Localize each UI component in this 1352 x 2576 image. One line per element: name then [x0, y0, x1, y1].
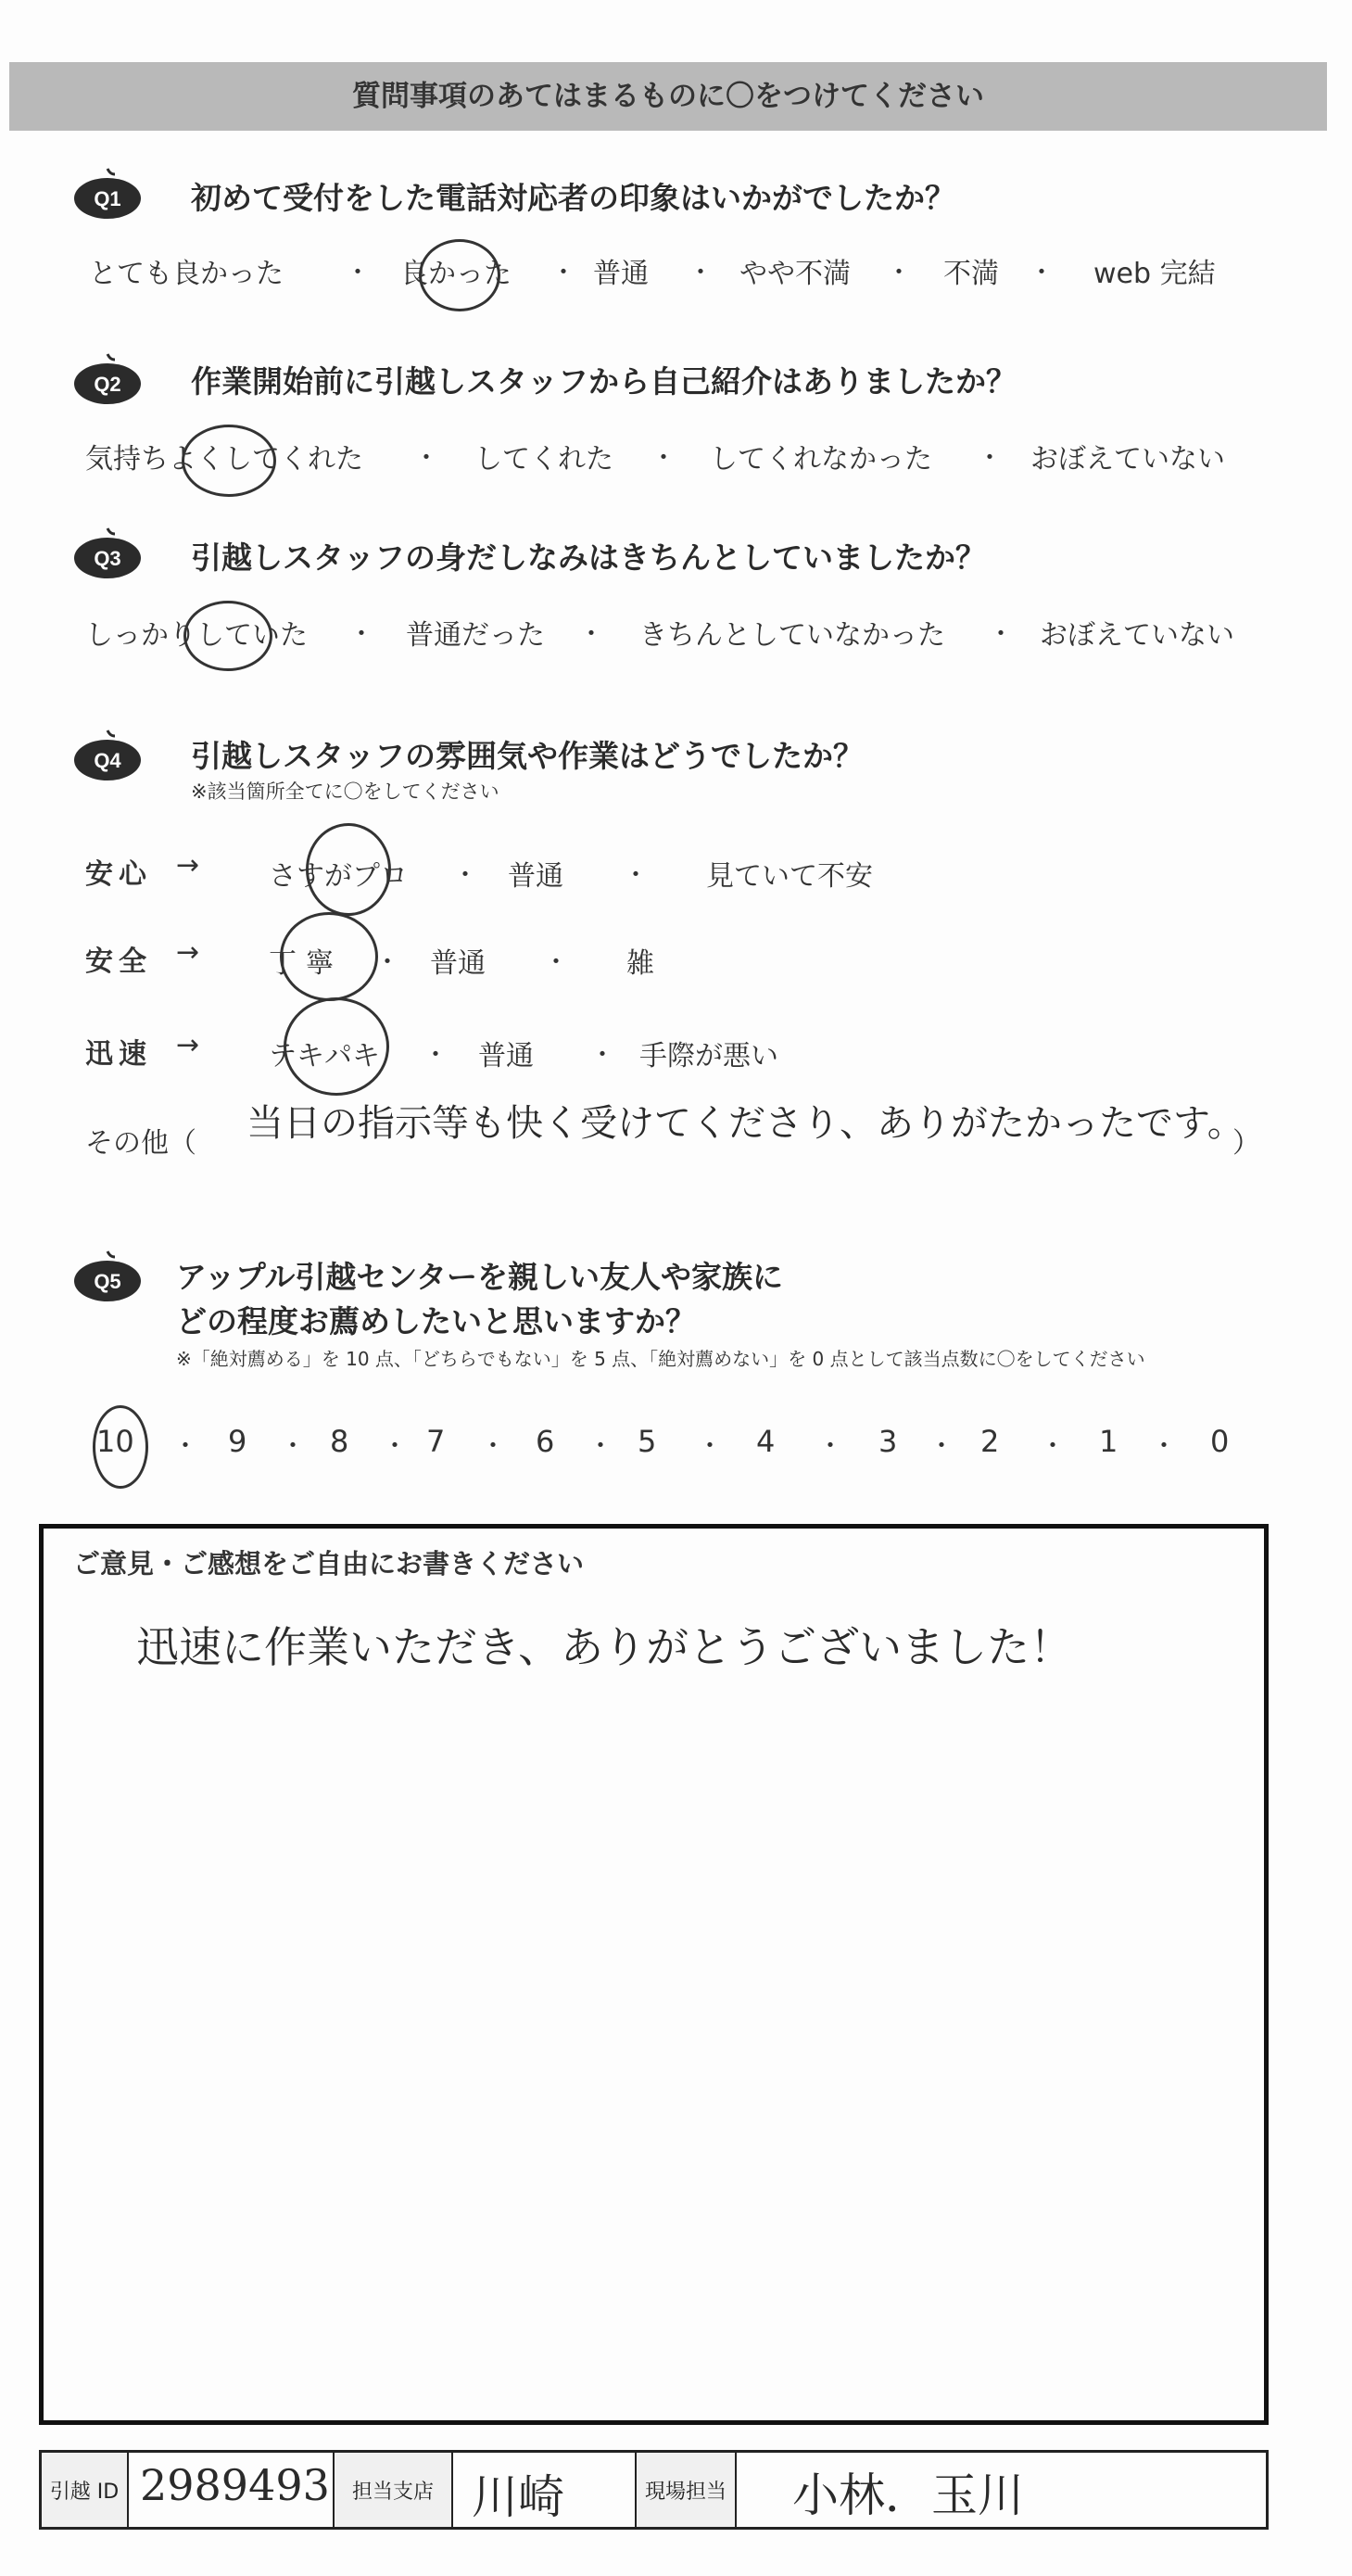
q4-other-close: ）: [1232, 1127, 1260, 1160]
move-id-label: 引越 ID: [42, 2453, 129, 2527]
q4-anshin-option-3[interactable]: 見ていて不安: [706, 860, 873, 893]
q4-badge-icon: [72, 729, 143, 782]
q5-badge-icon: [72, 1250, 143, 1303]
q4-anshin-selected-circle: [306, 823, 391, 916]
q1-option-5[interactable]: 不満: [943, 258, 999, 290]
q4-row-label-anzen: 安全: [85, 945, 152, 978]
comment-box-title: ご意見・ご感想をご自由にお書きください: [73, 1548, 585, 1580]
q3-selected-circle: [183, 601, 272, 671]
q4-row-label-anshin: 安心: [85, 858, 152, 891]
q1-option-1[interactable]: とても良かった: [89, 258, 284, 290]
q4-other-label: その他（: [85, 1127, 196, 1160]
q1-selected-circle: [419, 239, 500, 311]
separator-dot: ・: [886, 257, 913, 287]
q3-option-4[interactable]: おぼえていない: [1040, 619, 1234, 652]
q5-score-1[interactable]: 1: [1099, 1424, 1118, 1459]
q3-badge-icon: [72, 527, 143, 580]
svg-text:Q5: Q5: [94, 1270, 121, 1293]
separator-dot: ・: [817, 1430, 844, 1461]
q5-score-0[interactable]: 0: [1210, 1424, 1230, 1459]
branch-cell: [453, 2453, 637, 2527]
q1-title: 初めて受付をした電話対応者の印象はいかがでしたか？: [191, 180, 955, 216]
arrow-icon: →: [176, 849, 200, 882]
arrow-icon: →: [176, 936, 200, 969]
q3-option-3[interactable]: きちんとしていなかった: [639, 619, 945, 652]
q4-anshin-option-2[interactable]: 普通: [508, 860, 563, 893]
separator-dot: ・: [977, 442, 1004, 473]
q2-option-1[interactable]: 気持ちよくしてくれた: [85, 443, 363, 476]
q5-score-4[interactable]: 4: [756, 1424, 776, 1459]
svg-text:Q3: Q3: [94, 547, 121, 570]
svg-text:Q4: Q4: [94, 749, 121, 772]
q1-badge-icon: [72, 167, 143, 221]
q1-option-4[interactable]: やや不満: [739, 258, 851, 290]
separator-dot: ・: [550, 257, 577, 287]
separator-dot: ・: [382, 1430, 409, 1461]
move-id-cell: [129, 2453, 335, 2527]
q4-jinsoku-selected-circle: [284, 997, 389, 1096]
separator-dot: ・: [348, 618, 375, 649]
separator-dot: ・: [172, 1430, 199, 1461]
q1-option-6[interactable]: web 完結: [1093, 258, 1216, 290]
separator-dot: ・: [452, 859, 479, 890]
separator-dot: ・: [374, 946, 401, 977]
svg-text:Q1: Q1: [94, 187, 121, 210]
q1-option-3[interactable]: 普通: [593, 258, 649, 290]
separator-dot: ・: [1040, 1430, 1067, 1461]
header-bar: 質問事項のあてはまるものに〇をつけてください: [9, 62, 1327, 131]
q5-score-5[interactable]: 5: [638, 1424, 657, 1459]
comment-handwritten-text[interactable]: 迅速に作業いただき、ありがとうございました！: [136, 1622, 1073, 1672]
q5-title-line1: アップル引越センターを親しい友人や家族に: [176, 1259, 784, 1295]
q2-option-4[interactable]: おぼえていない: [1030, 443, 1225, 476]
separator-dot: ・: [589, 1039, 616, 1070]
q2-selected-circle: [182, 425, 276, 497]
separator-dot: ・: [697, 1430, 724, 1461]
q5-score-2[interactable]: 2: [980, 1424, 1000, 1459]
q5-note: ※「絶対薦める」を 10 点、「どちらでもない」を 5 点、「絶対薦めない」を 0 点として該当点数に〇をしてください: [176, 1348, 1145, 1370]
staff-label: 現場担当: [637, 2453, 737, 2527]
q4-anshin-option-1[interactable]: さすがプロ: [269, 860, 408, 893]
q5-score-9[interactable]: 9: [228, 1424, 247, 1459]
separator-dot: ・: [688, 257, 714, 287]
separator-dot: ・: [578, 618, 605, 649]
q2-badge-icon: [72, 352, 143, 406]
move-id-value: 2989493: [140, 2460, 330, 2510]
q2-option-2[interactable]: してくれた: [474, 443, 613, 476]
q5-score-8[interactable]: 8: [330, 1424, 349, 1459]
staff-cell: [737, 2453, 1266, 2527]
separator-dot: ・: [413, 442, 440, 473]
q3-option-1[interactable]: しっかりしていた: [85, 619, 308, 652]
separator-dot: ・: [623, 859, 650, 890]
separator-dot: ・: [1151, 1430, 1178, 1461]
staff-value: 小林．玉川: [792, 2468, 1024, 2522]
q4-jinsoku-option-2[interactable]: 普通: [478, 1040, 534, 1072]
separator-dot: ・: [423, 1039, 449, 1070]
q5-selected-circle: [93, 1405, 148, 1489]
q4-other-handwritten[interactable]: 当日の指示等も快く受けてくださり、ありがたかったです。: [246, 1102, 1245, 1145]
q4-anzen-option-3[interactable]: 雑: [626, 947, 654, 980]
separator-dot: ・: [988, 618, 1015, 649]
q4-anzen-option-2[interactable]: 普通: [430, 947, 486, 980]
q4-anzen-option-1[interactable]: 丁寧: [269, 947, 343, 980]
separator-dot: ・: [929, 1430, 955, 1461]
q2-option-3[interactable]: してくれなかった: [710, 443, 932, 476]
separator-dot: ・: [480, 1430, 507, 1461]
separator-dot: ・: [588, 1430, 614, 1461]
separator-dot: ・: [280, 1430, 307, 1461]
q4-jinsoku-option-1[interactable]: テキパキ: [269, 1040, 380, 1072]
svg-text:Q2: Q2: [94, 373, 121, 396]
q5-score-3[interactable]: 3: [878, 1424, 898, 1459]
separator-dot: ・: [345, 257, 372, 287]
separator-dot: ・: [543, 946, 570, 977]
q4-jinsoku-option-3[interactable]: 手際が悪い: [639, 1040, 778, 1072]
q1-option-2[interactable]: 良かった: [400, 258, 512, 290]
q4-title: 引越しスタッフの雰囲気や作業はどうでしたか？: [191, 738, 864, 774]
comment-box[interactable]: [39, 1524, 1269, 2425]
q4-row-label-jinsoku: 迅速: [85, 1038, 152, 1071]
q3-option-2[interactable]: 普通だった: [406, 619, 545, 652]
separator-dot: ・: [1029, 257, 1055, 287]
branch-value: 川崎: [472, 2470, 564, 2524]
arrow-icon: →: [176, 1029, 200, 1061]
q3-title: 引越しスタッフの身だしなみはきちんとしていましたか？: [191, 539, 986, 576]
separator-dot: ・: [651, 442, 677, 473]
q5-score-7[interactable]: 7: [426, 1424, 446, 1459]
q4-note: ※該当箇所全てに〇をしてください: [191, 780, 499, 803]
q5-title-line2: どの程度お薦めしたいと思いますか？: [176, 1303, 696, 1339]
q5-score-10[interactable]: 10: [96, 1424, 134, 1459]
id-table: [39, 2450, 1269, 2530]
q5-score-6[interactable]: 6: [536, 1424, 555, 1459]
branch-label: 担当支店: [335, 2453, 453, 2527]
q4-anzen-selected-circle: [280, 912, 378, 1001]
q2-title: 作業開始前に引越しスタッフから自己紹介はありましたか？: [191, 363, 1017, 400]
